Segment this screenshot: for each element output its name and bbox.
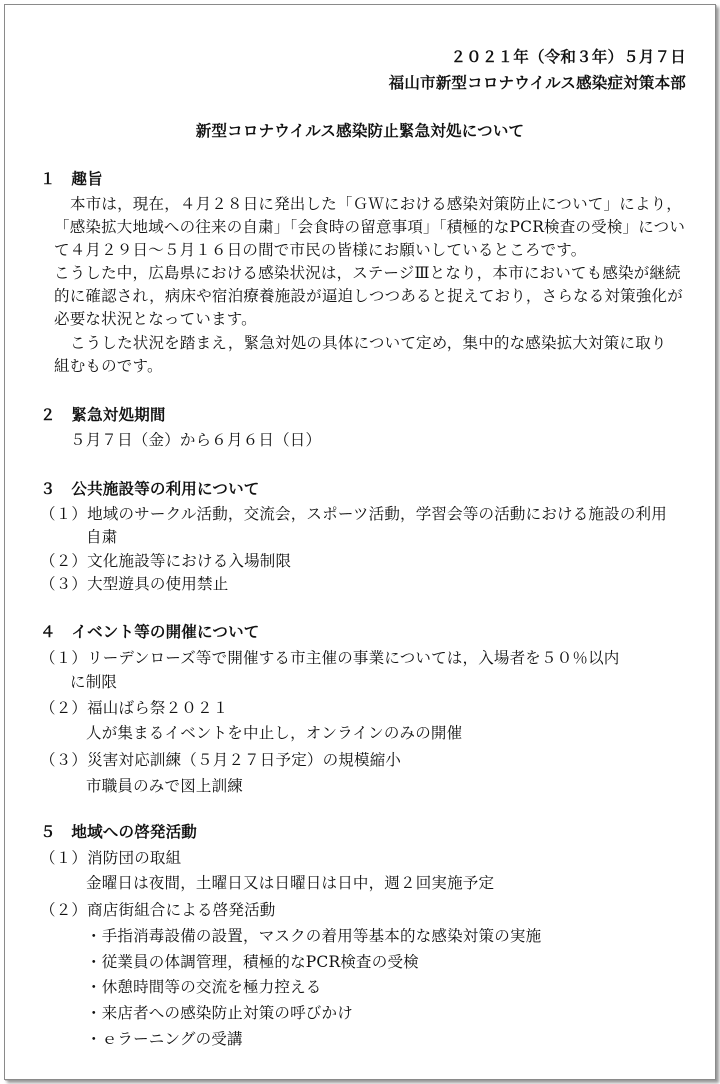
section-2-heading: ２ 緊急対処期間 (40, 406, 166, 424)
section-1-line: こうした状況を踏まえ，緊急対処の具体について定め，集中的な感染拡大対策に取り (70, 334, 667, 352)
document-title: 新型コロナウイルス感染防止緊急対処について (195, 122, 525, 140)
section-5-line: （２）商店街組合による啓発活動 (40, 901, 276, 919)
section-1-line: 本市は，現在，４月２８日に発出した「ＧＷにおける感染対策防止について」により， (70, 195, 682, 213)
section-3-line: （１）地域のサークル活動，交流会，スポーツ活動，学習会等の活動における施設の利用 (40, 505, 667, 523)
section-1-line: こうした中，広島県における感染状況は，ステージⅢとなり，本市においても感染が継続 (54, 264, 681, 282)
document-date: ２０２１年（令和３年）５月７日 (450, 48, 686, 66)
section-4-line: （２）福山ばら祭２０２１ (40, 699, 229, 717)
section-5-line: 金曜日は夜間，土曜日又は日曜日は日中，週２回実施予定 (86, 874, 495, 892)
section-1-line: 的に確認され，病床や宿泊療養施設が逼迫しつつあると捉えており，さらなる対策強化が (54, 287, 683, 305)
section-3-heading: ３ 公共施設等の利用について (40, 480, 260, 498)
section-4-line: （３）災害対応訓練（５月２７日予定）の規模縮小 (40, 751, 402, 769)
section-3-line: 自粛 (86, 528, 118, 546)
section-1-line: 組むものです。 (54, 357, 163, 375)
issuing-organization: 福山市新型コロナウイルス感染症対策本部 (388, 74, 686, 92)
section-3-line: （３）大型遊具の使用禁止 (40, 575, 229, 593)
section-1-line: 「感染拡大地域への往来の自粛」「会食時の留意事項」「積極的なPCR検査の受検」につい (54, 218, 686, 236)
section-4-heading: ４ イベント等の開催について (40, 623, 260, 641)
section-5-bullet: ・来店者への感染防止対策の呼びかけ (86, 1004, 353, 1022)
section-5-bullet: ・従業員の体調管理，積極的なPCR検査の受検 (86, 953, 419, 971)
section-5-bullet: ・ｅラーニングの受講 (86, 1030, 243, 1048)
section-4-line: 人が集まるイベントを中止し，オンラインのみの開催 (86, 724, 463, 742)
section-1-line: て４月２９日～５月１６日の間で市民の皆様にお願いしているところです。 (54, 241, 587, 259)
section-4-line: （１）リーデンローズ等で開催する市主催の事業については，入場者を５０％以内 (40, 649, 620, 667)
section-5-heading: ５ 地域への啓発活動 (40, 823, 198, 841)
section-5-bullet: ・手指消毒設備の設置，マスクの着用等基本的な感染対策の実施 (86, 927, 542, 945)
section-5-bullet: ・休憩時間等の交流を極力控える (86, 978, 322, 996)
section-3-line: （２）文化施設等における入場制限 (40, 552, 292, 570)
section-5-line: （１）消防団の取組 (40, 849, 182, 867)
section-1-line: 必要な状況となっています。 (54, 310, 257, 328)
section-4-line: 市職員のみで図上訓練 (86, 777, 244, 795)
section-4-line: に制限 (70, 673, 118, 691)
section-1-heading: １ 趣旨 (40, 170, 103, 188)
section-2-line: ５月７日（金）から６月６日（日） (70, 431, 322, 449)
